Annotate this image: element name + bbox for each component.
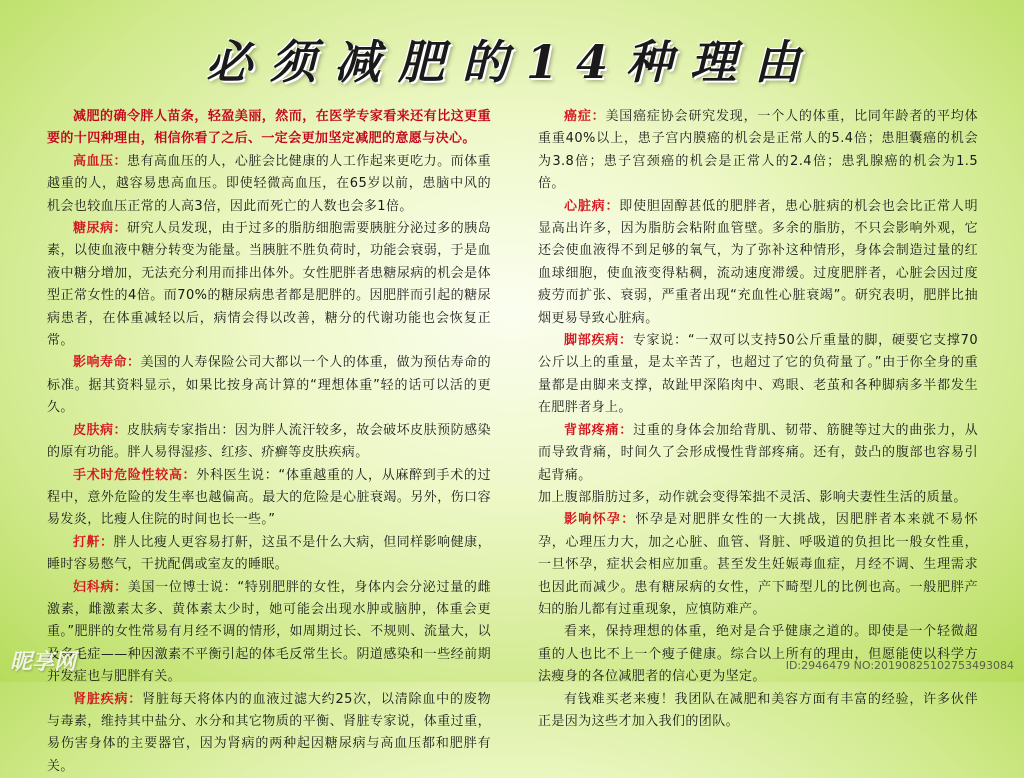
section-paragraph	[538, 106, 978, 196]
left-column	[47, 106, 491, 778]
section-body: 患有高血压的人，心脏会比健康的人工作起来更吃力。而体重越重的人，越容易患高血压。即使轻微高血压，在65岁以前，患脑中风的机会也较血压正常的人高3倍，因此而死亡的人数也会多1倍。	[47, 153, 491, 214]
section-body: 美国一位博士说：“特别肥胖的女性，身体内会分泌过量的雌激素，雌激素太多、黄体素太少时，她可能会出现水肿或脑肿，体重会更重。”肥胖的女性常易有月经不调的情形，如周期过长、不规则、流量大，以及多毛症——种因激素不平衡引起的体毛反常生长。阴道感染和一些经前期并发症也与肥胖有关。	[47, 579, 491, 685]
section-body: 加上腹部脂肪过多，动作就会变得笨拙不灵活、影响夫妻性生活的质量。	[538, 489, 967, 505]
intro-paragraph: 减肥的确令胖人苗条，轻盈美丽，然而，在医学专家看来还有比这更重要的十四种理由，相信你看了之后、一定会更加坚定减肥的意愿与决心。	[47, 109, 491, 147]
section-body: 有钱难买老来瘦！我团队在减肥和美容方面有丰富的经验，许多伙伴正是因为这些才加入我们的团队。	[538, 691, 978, 729]
section-heading: 脚部疾病：	[564, 333, 633, 349]
section-body: 看来，保持理想的体重，绝对是合乎健康之道的。即使是一个轻微超重的人也比不上一个瘦子健康。综合以上所有的理由，但愿能使以科学方法瘦身的各位减肥者的信心更为坚定。	[538, 624, 978, 685]
section-paragraph	[47, 151, 491, 218]
section-heading: 妇科病：	[73, 579, 128, 595]
section-body: 即使胆固醇甚低的肥胖者，患心脏病的机会也会比正常人明显高出许多，因为脂肪会粘附血管壁。多余的脂肪，不只会影响外观，它还会使血液得不到足够的氧气，为了弥补这种情形，身体会制造过量的红血球细胞，使血液变得粘稠，流动速度滞缓。过度肥胖者，心脏会因过度疲劳而扩张、衰弱，严重者出现“充血性心脏衰竭”。研究表明，肥胖比抽烟更易导致心脏病。	[538, 198, 978, 326]
section-paragraph	[47, 218, 491, 352]
section-paragraph	[47, 532, 491, 577]
right-column	[538, 106, 978, 733]
section-body: 美国癌症协会研究发现，一个人的体重，比同年龄者的平均体重重40%以上，患子宫内膜癌的机会是正常人的5.4倍；患胆囊癌的机会为3.8倍；患子宫颈癌的机会是正常人的2.4倍；患乳腺癌的机会为1.5倍。	[538, 109, 978, 192]
watermark-logo: 昵享网	[10, 650, 77, 675]
closing-paragraph	[538, 689, 978, 734]
section-heading: 皮肤病：	[73, 422, 127, 438]
section-paragraph	[538, 509, 978, 621]
section-heading: 打鼾：	[73, 534, 114, 550]
section-paragraph	[47, 420, 491, 465]
section-body: 美国的人寿保险公司大都以一个人的体重，做为预估寿命的标准。据其资料显示，如果比按身高计算的“理想体重”轻的话可以活的更久。	[47, 355, 491, 416]
section-paragraph	[538, 487, 978, 509]
section-paragraph	[47, 689, 491, 778]
section-paragraph	[538, 196, 978, 330]
conclusion-paragraph	[538, 621, 978, 688]
section-heading: 手术时危险性较高：	[73, 467, 197, 483]
section-heading: 背部疼痛：	[564, 422, 634, 438]
section-heading: 糖尿病：	[73, 221, 127, 237]
section-heading: 影响怀孕：	[564, 512, 636, 528]
section-paragraph	[47, 465, 491, 532]
section-heading: 影响寿命：	[73, 355, 141, 371]
page-title: 必须减肥的14种理由	[205, 35, 818, 89]
section-body: 肾脏每天将体内的血液过滤大约25次，以清除血中的废物与毒素，维持其中盐分、水分和其它物质的平衡、肾脏专家说，体重过重，易伤害身体的主要器官，因为肾病的两种起因糖尿病与高血压都和肥胖有关。	[47, 691, 491, 774]
section-body: 皮肤病专家指出：因为胖人流汗较多，故会破坏皮肤预防感染的原有功能。胖人易得湿疹、红疹、疥癣等皮肤疾病。	[47, 422, 491, 461]
section-heading: 肾脏疾病：	[73, 691, 143, 707]
section-heading: 高血压：	[73, 153, 127, 169]
section-paragraph	[538, 420, 978, 487]
section-paragraph	[47, 352, 491, 419]
section-heading: 心脏病：	[564, 198, 620, 214]
section-body: 胖人比瘦人更容易打鼾，这虽不是什么大病，但同样影响健康，睡时容易憋气，干扰配偶或室友的睡眠。	[47, 534, 492, 573]
section-body: 过重的身体会加给背肌、韧带、筋腱等过大的曲张力，从而导致背痛，时间久了会形成慢性背部疼痛。还有，鼓凸的腹部也容易引起背痛。	[538, 422, 978, 483]
section-paragraph	[47, 577, 491, 689]
section-body: 外科医生说：“体重越重的人，从麻醉到手术的过程中，意外危险的发生率也越偏高。最大的危险是心脏衰竭。另外，伤口容易发炎，比瘦人住院的时间也长一些。”	[47, 467, 491, 528]
image-id-text: ID:2946479 NO:20190825102753493084	[785, 659, 1014, 672]
section-paragraph	[538, 330, 978, 420]
section-body: 研究人员发现，由于过多的脂肪细胞需要胰脏分泌过多的胰岛素，以使血液中糖分转变为能量。当胰脏不胜负荷时，功能会衰弱，于是血液中糖分增加，无法充分利用而排出体外。女性肥胖者患糖尿病的机会是体型正常女性的4倍。而70%的糖尿病患者都是肥胖的。因肥胖而引起的糖尿病患者，在体重减轻以后，病情会得以改善，糖分的代谢功能也会恢复正常。	[47, 221, 491, 349]
section-heading: 癌症：	[564, 109, 606, 124]
section-body: 怀孕是对肥胖女性的一大挑战，因肥胖者本来就不易怀孕，心理压力大，加之心脏、血管、肾脏、呼吸道的负担比一般女性重，一旦怀孕，症状会相应加重。甚至发生妊娠毒血症，月经不调、生理需求也因此而减少。患有糖尿病的女性，产下畸型儿的比例也高。一般肥胖产妇的胎儿都有过重现象，应慎防难产。	[538, 512, 978, 617]
section-body: 专家说：“一双可以支持50公斤重量的脚，硬要它支撑70公斤以上的重量，是太辛苦了，也超过了它的负荷量了。”由于你全身的重量都是由脚来支撑，故趾甲深陷肉中、鸡眼、老茧和各种脚病多半都发生在肥胖者身上。	[538, 333, 978, 416]
